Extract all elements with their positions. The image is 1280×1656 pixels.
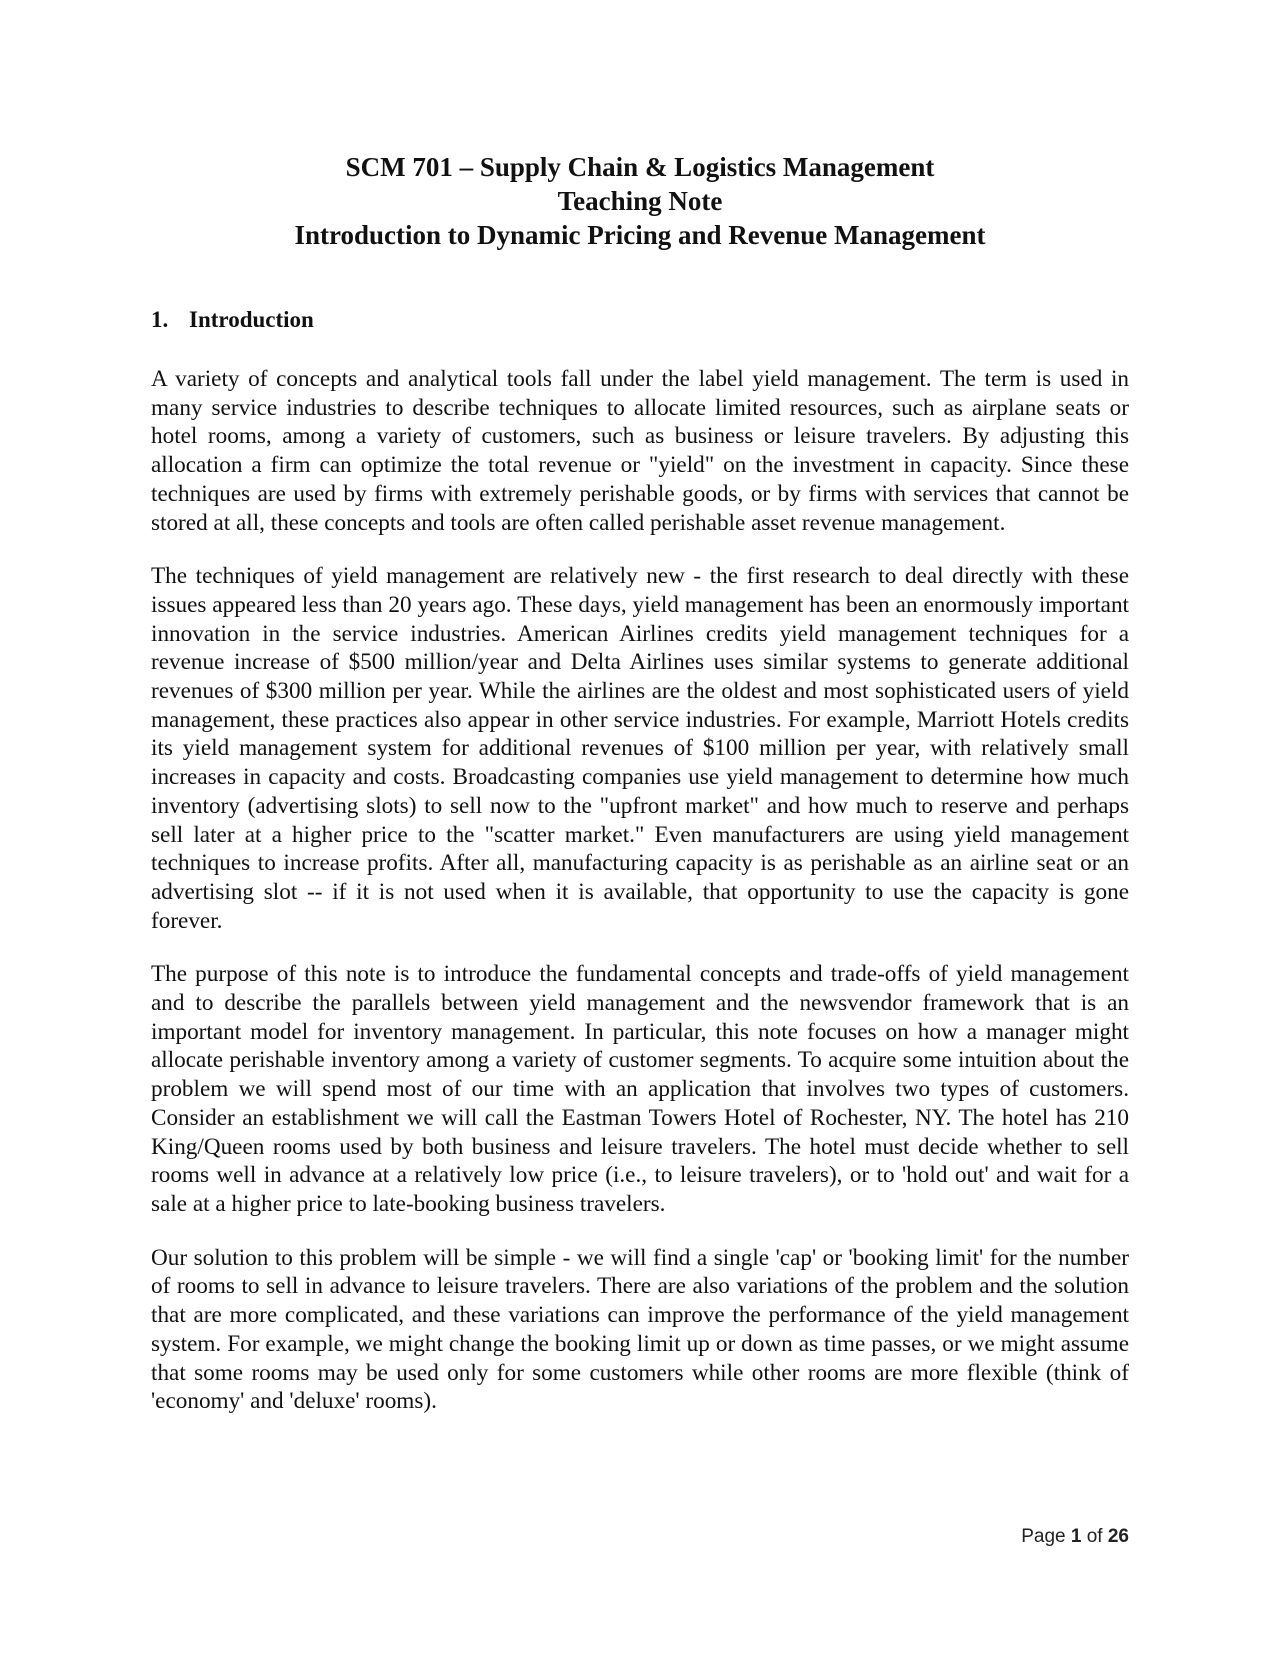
section-title: Introduction [189, 307, 314, 332]
note-type: Teaching Note [557, 186, 723, 216]
paragraph-1: A variety of concepts and analytical tools fall under the label yield management. The term is used in many service industries to describe techniques to allocate limited resources, such as airplane seats or hotel rooms, among a variety of customers, such as business or leisure travelers. By adjusting this allocation a firm can optimize the total revenue or "yield" on the investment in capacity. Since these techniques are used by firms with extremely perishable goods, or by firms with services that cannot be stored at all, these concepts and tools are often called perishable asset revenue management. [151, 366, 1129, 536]
section-number: 1. [151, 307, 169, 332]
page-footer [1021, 1525, 1129, 1549]
total-pages: 26 [1107, 1526, 1129, 1547]
of-word: of [1086, 1526, 1103, 1547]
paragraph-2: The techniques of yield management are relatively new - the first research to deal directly with these issues appeared less than 20 years ago. These days, yield management has been an enormously important innovation in the service industries. American Airlines credits yield management techniques for a revenue increase of $500 million/year and Delta Airlines uses similar systems to generate additional revenues of $300 million per year. While the airlines are the oldest and most sophisticated users of yield management, these practices also appear in other service industries. For example, Marriott Hotels credits its yield management system for additional revenues of $100 million per year, with relatively small increases in capacity and costs. Broadcasting companies use yield management to determine how much inventory (advertising slots) to sell now to the "upfront market" and how much to reserve and perhaps sell later at a higher price to the "scatter market." Even manufacturers are using yield management techniques to increase profits. After all, manufacturing capacity is as perishable as an airline seat or an advertising slot -- if it is not used when it is available, that opportunity to use the capacity is gone forever. [151, 563, 1129, 934]
course-title: SCM 701 – Supply Chain & Logistics Management [345, 152, 935, 182]
document-title [151, 150, 1129, 252]
paragraph-4: Our solution to this problem will be simple - we will find a single 'cap' or 'booking limit' for the number of rooms to sell in advance to leisure travelers. There are also variations of the problem and the solution that are more complicated, and these variations can improve the performance of the yield management system. For example, we might change the booking limit up or down as time passes, or we might assume that some rooms may be used only for some customers while other rooms are more flexible (think of 'economy' and 'deluxe' rooms). [151, 1244, 1129, 1415]
page-word: Page [1021, 1526, 1066, 1547]
paragraph-3: The purpose of this note is to introduce the fundamental concepts and trade-offs of yield management and to describe the parallels between yield management and the newsvendor framework that is an important model for inventory management. In particular, this note focuses on how a manager might allocate perishable inventory among a variety of customer segments. To acquire some intuition about the problem we will spend most of our time with an application that involves two types of customers. Consider an establishment we will call the Eastman Towers Hotel of Rochester, NY. The hotel has 210 King/Queen rooms used by both business and leisure travelers. The hotel must decide whether to sell rooms well in advance at a relatively low price (i.e., to leisure travelers), or to 'hold out' and wait for a sale at a higher price to late-booking business travelers. [151, 961, 1129, 1217]
page-number: 1 [1070, 1526, 1082, 1547]
document-page [151, 150, 1129, 1416]
note-subject: Introduction to Dynamic Pricing and Revenue Management [294, 220, 986, 250]
section-heading [151, 306, 1129, 334]
